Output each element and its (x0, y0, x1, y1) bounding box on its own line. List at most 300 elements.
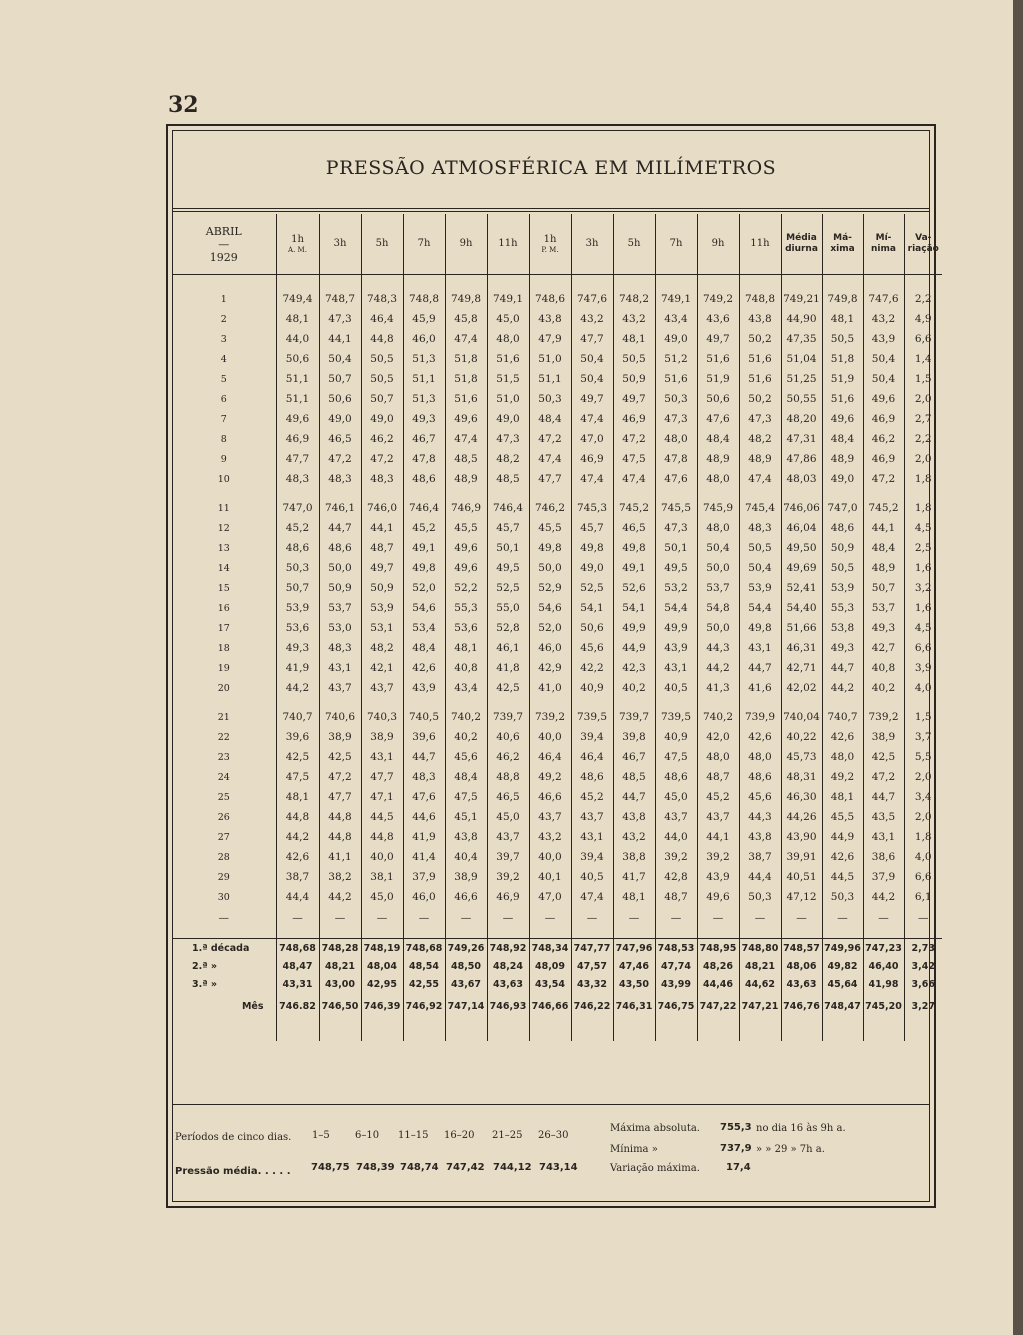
value-cell: 50,0 (529, 558, 571, 578)
value-cell: 3,7 (904, 727, 942, 747)
value-cell: 48,6 (571, 767, 613, 787)
value-cell: 48,1 (822, 309, 863, 329)
value-cell: 45,5 (445, 518, 487, 538)
value-cell: 51,6 (655, 369, 697, 389)
value-cell: 47,4 (571, 409, 613, 429)
value-cell: 1,5 (904, 369, 942, 389)
day-cell: 12 (172, 518, 276, 538)
value-cell: 47,1 (361, 787, 403, 807)
value-cell: 48,1 (822, 787, 863, 807)
value-cell: 47,4 (613, 469, 655, 489)
value-cell: 50,9 (822, 538, 863, 558)
value-cell: 43,2 (613, 827, 655, 847)
value-cell: 45,9 (403, 309, 445, 329)
value-cell: 38,2 (319, 867, 361, 887)
value-cell: 47,7 (319, 787, 361, 807)
col-header-label: 9h (711, 238, 725, 249)
summary-value: 48,21 (319, 957, 361, 975)
value-cell: 40,9 (571, 678, 613, 698)
value-cell: 43,7 (529, 807, 571, 827)
value-cell: 48,3 (276, 469, 319, 489)
value-cell: 47,4 (445, 429, 487, 449)
value-cell: 48,8 (487, 767, 529, 787)
value-cell: 46,4 (529, 747, 571, 767)
value-cell: 47,5 (445, 787, 487, 807)
col-header-9 (655, 214, 697, 275)
value-cell: 42,5 (276, 747, 319, 767)
value-cell: 47,2 (613, 429, 655, 449)
day-cell: 30 (172, 887, 276, 907)
value-cell: 50,4 (863, 349, 904, 369)
value-cell: 52,5 (571, 578, 613, 598)
value-cell: 6,6 (904, 867, 942, 887)
value-cell: 740,04 (781, 707, 822, 727)
value-cell: 739,5 (571, 707, 613, 727)
value-cell: 39,6 (403, 727, 445, 747)
value-cell: 42,5 (487, 678, 529, 698)
value-cell: 47,5 (655, 747, 697, 767)
value-cell: 48,9 (739, 449, 781, 469)
value-cell: 748,7 (319, 289, 361, 309)
value-cell: 49,0 (655, 329, 697, 349)
value-cell: 48,3 (319, 638, 361, 658)
pressure-5: 744,12 (493, 1162, 532, 1173)
value-cell: 49,7 (571, 389, 613, 409)
value-cell: 50,0 (697, 618, 739, 638)
value-cell: 49,0 (571, 558, 613, 578)
value-cell: 54,4 (739, 598, 781, 618)
day-cell: 25 (172, 787, 276, 807)
value-cell: 50,0 (319, 558, 361, 578)
day-cell: 10 (172, 469, 276, 489)
summary-value: 41,98 (863, 975, 904, 993)
value-cell: 45,5 (822, 807, 863, 827)
value-cell: 44,2 (276, 827, 319, 847)
page-number: 32 (168, 92, 199, 118)
col-header-10 (697, 214, 739, 275)
value-cell: 50,55 (781, 389, 822, 409)
value-cell: 53,0 (319, 618, 361, 638)
col-header-label: 3h (585, 238, 599, 249)
value-cell: 50,3 (529, 389, 571, 409)
value-cell: 41,4 (403, 847, 445, 867)
summary-value: 48,24 (487, 957, 529, 975)
value-cell: 51,25 (781, 369, 822, 389)
value-cell: 46,7 (613, 747, 655, 767)
value-cell: 46,0 (529, 638, 571, 658)
value-cell: 47,0 (571, 429, 613, 449)
value-cell: 52,9 (529, 578, 571, 598)
value-cell: 51,9 (822, 369, 863, 389)
table-title: PRESSÃO ATMOSFÉRICA EM MILÍMETROS (325, 157, 777, 179)
value-cell: 4,0 (904, 847, 942, 867)
value-cell: 44,3 (739, 807, 781, 827)
value-cell: 745,4 (739, 498, 781, 518)
value-cell: 40,22 (781, 727, 822, 747)
value-cell: 50,6 (276, 349, 319, 369)
value-cell: 44,5 (822, 867, 863, 887)
value-cell: 43,9 (863, 329, 904, 349)
value-cell: 748,6 (529, 289, 571, 309)
value-cell: 43,1 (739, 638, 781, 658)
value-cell: 38,9 (319, 727, 361, 747)
value-cell: 42,9 (529, 658, 571, 678)
value-cell: 3,9 (904, 658, 942, 678)
day-cell: 24 (172, 767, 276, 787)
value-cell: 38,7 (739, 847, 781, 867)
value-cell: 49,6 (445, 409, 487, 429)
day-cell: 22 (172, 727, 276, 747)
value-cell: 46,9 (863, 449, 904, 469)
value-cell: 48,03 (781, 469, 822, 489)
value-cell: 43,7 (487, 827, 529, 847)
value-cell: 51,6 (739, 349, 781, 369)
value-cell: 42,6 (276, 847, 319, 867)
value-cell: 47,8 (655, 449, 697, 469)
value-cell: 46,9 (613, 409, 655, 429)
value-cell: 51,6 (822, 389, 863, 409)
summary-row (172, 957, 942, 975)
value-cell: 43,8 (529, 309, 571, 329)
value-cell: 749,8 (822, 289, 863, 309)
value-cell: 739,7 (487, 707, 529, 727)
value-cell: 41,7 (613, 867, 655, 887)
value-cell: 44,90 (781, 309, 822, 329)
value-cell: 40,5 (655, 678, 697, 698)
value-cell: 51,6 (697, 349, 739, 369)
value-cell: 49,1 (613, 558, 655, 578)
summary-value: 748,92 (487, 939, 529, 958)
summary-value: 42,55 (403, 975, 445, 993)
value-cell: 740,2 (697, 707, 739, 727)
value-cell: 50,9 (319, 578, 361, 598)
summary-value: 44,62 (739, 975, 781, 993)
value-cell: 43,1 (361, 747, 403, 767)
col-header-sub: P. M. (541, 246, 559, 254)
day-cell: 15 (172, 578, 276, 598)
value-cell: 2,7 (904, 409, 942, 429)
day-cell: 17 (172, 618, 276, 638)
value-cell: 48,4 (445, 767, 487, 787)
table-row (172, 578, 942, 598)
value-cell: 49,8 (739, 618, 781, 638)
value-cell: 48,0 (697, 518, 739, 538)
value-cell: 48,4 (697, 429, 739, 449)
summary-value: 43,63 (487, 975, 529, 993)
table-row (172, 309, 942, 329)
value-cell: 747,0 (276, 498, 319, 518)
col-header-label: Va- (915, 233, 932, 243)
value-cell: 55,3 (445, 598, 487, 618)
value-cell: 47,3 (487, 429, 529, 449)
value-cell: 739,5 (655, 707, 697, 727)
summary-label: 3.ª » (172, 975, 276, 993)
value-cell: 40,2 (863, 678, 904, 698)
summary-value: 48,47 (276, 957, 319, 975)
value-cell: 49,1 (403, 538, 445, 558)
value-cell: 47,4 (445, 329, 487, 349)
value-cell: 49,3 (863, 618, 904, 638)
value-cell: 739,7 (613, 707, 655, 727)
value-cell: 50,5 (613, 349, 655, 369)
table-row (172, 329, 942, 349)
summary-label: Mês (172, 993, 276, 1019)
value-cell: 45,2 (571, 787, 613, 807)
value-cell: 48,0 (655, 429, 697, 449)
value-cell: 40,1 (529, 867, 571, 887)
value-cell: 43,8 (739, 827, 781, 847)
value-cell: 51,6 (487, 349, 529, 369)
value-cell: 47,0 (529, 887, 571, 907)
summary-value: 43,00 (319, 975, 361, 993)
value-cell: 48,3 (319, 469, 361, 489)
table-row (172, 389, 942, 409)
day-cell: 9 (172, 449, 276, 469)
pressure-4: 747,42 (446, 1162, 485, 1173)
value-cell: 749,8 (445, 289, 487, 309)
value-cell: 43,1 (655, 658, 697, 678)
value-cell: 45,6 (445, 747, 487, 767)
value-cell: 50,5 (739, 538, 781, 558)
value-cell: 48,4 (822, 429, 863, 449)
col-header-11 (739, 214, 781, 275)
value-cell: 49,7 (613, 389, 655, 409)
value-cell: 42,5 (319, 747, 361, 767)
summary-value: 48,09 (529, 957, 571, 975)
value-cell: 49,69 (781, 558, 822, 578)
value-cell: 44,9 (822, 827, 863, 847)
value-cell: 49,5 (487, 558, 529, 578)
value-cell: 42,1 (361, 658, 403, 678)
value-cell: 3,4 (904, 787, 942, 807)
table-row (172, 787, 942, 807)
value-cell: 53,7 (863, 598, 904, 618)
value-cell: 2,2 (904, 289, 942, 309)
value-cell: 2,0 (904, 389, 942, 409)
col-header-8 (613, 214, 655, 275)
period-5: 21–25 (492, 1130, 523, 1141)
value-cell: 746,2 (529, 498, 571, 518)
value-cell: 46,9 (487, 887, 529, 907)
summary-value: 43,54 (529, 975, 571, 993)
value-cell: 42,3 (613, 658, 655, 678)
value-cell: 44,9 (613, 638, 655, 658)
day-cell: 23 (172, 747, 276, 767)
value-cell: 43,6 (697, 309, 739, 329)
value-cell: 42,02 (781, 678, 822, 698)
value-cell: 44,8 (319, 807, 361, 827)
value-cell: 44,8 (319, 827, 361, 847)
value-cell: 1,5 (904, 707, 942, 727)
pressure-2: 748,39 (356, 1162, 395, 1173)
value-cell: 42,6 (739, 727, 781, 747)
summary-value: 45,64 (822, 975, 863, 993)
value-cell: 40,5 (571, 867, 613, 887)
value-cell: 4,5 (904, 618, 942, 638)
value-cell: 745,9 (697, 498, 739, 518)
value-cell: 42,7 (863, 638, 904, 658)
dash-cell: — (361, 907, 403, 929)
value-cell: 43,7 (361, 678, 403, 698)
value-cell: 47,9 (529, 329, 571, 349)
value-cell: 49,3 (403, 409, 445, 429)
value-cell: 48,1 (445, 638, 487, 658)
value-cell: 42,71 (781, 658, 822, 678)
summary-value: 746,39 (361, 993, 403, 1019)
value-cell: 48,4 (529, 409, 571, 429)
dash-cell: — (487, 907, 529, 929)
value-cell: 50,4 (319, 349, 361, 369)
value-cell: 1,4 (904, 349, 942, 369)
value-cell: 1,6 (904, 558, 942, 578)
day-cell: 18 (172, 638, 276, 658)
day-cell: 6 (172, 389, 276, 409)
value-cell: 43,7 (571, 807, 613, 827)
summary-value: 746,50 (319, 993, 361, 1019)
pre-summary-gap (172, 929, 942, 939)
value-cell: 47,3 (319, 309, 361, 329)
value-cell: 749,4 (276, 289, 319, 309)
value-cell: 50,6 (571, 618, 613, 638)
value-cell: 739,2 (529, 707, 571, 727)
value-cell: 47,2 (319, 767, 361, 787)
min-note: » » 29 » 7h a. (756, 1144, 825, 1155)
summary-value: 746,66 (529, 993, 571, 1019)
dash-cell: — (529, 907, 571, 929)
summary-value: 746.82 (276, 993, 319, 1019)
value-cell: 46,04 (781, 518, 822, 538)
day-cell: 3 (172, 329, 276, 349)
dash-cell: — (904, 907, 942, 929)
value-cell: 40,6 (487, 727, 529, 747)
day-cell: 2 (172, 309, 276, 329)
day-cell: 19 (172, 658, 276, 678)
value-cell: 47,4 (571, 887, 613, 907)
value-cell: 39,7 (487, 847, 529, 867)
value-cell: 50,4 (571, 369, 613, 389)
table-row (172, 498, 942, 518)
decade-gap (172, 489, 942, 498)
value-cell: 45,2 (697, 787, 739, 807)
value-cell: 44,1 (361, 518, 403, 538)
value-cell: 44,4 (276, 887, 319, 907)
value-cell: 45,5 (529, 518, 571, 538)
value-cell: 39,8 (613, 727, 655, 747)
value-cell: 43,7 (655, 807, 697, 827)
value-cell: 50,3 (822, 887, 863, 907)
value-cell: 44,2 (822, 678, 863, 698)
value-cell: 39,2 (487, 867, 529, 887)
value-cell: 46,0 (403, 887, 445, 907)
value-cell: 6,6 (904, 329, 942, 349)
summary-value: 49,82 (822, 957, 863, 975)
value-cell: 51,66 (781, 618, 822, 638)
value-cell: 45,6 (739, 787, 781, 807)
value-cell: 47,4 (529, 449, 571, 469)
value-cell: 44,3 (697, 638, 739, 658)
value-cell: 54,1 (613, 598, 655, 618)
col-header-6 (529, 214, 571, 275)
summary-value: 748,57 (781, 939, 822, 958)
col-header-label: Má- (833, 233, 852, 243)
summary-value: 46,40 (863, 957, 904, 975)
col-header-label: 5h (627, 238, 641, 249)
col-header-4 (445, 214, 487, 275)
value-cell: 52,5 (487, 578, 529, 598)
value-cell: 2,0 (904, 807, 942, 827)
summary-value: 747,22 (697, 993, 739, 1019)
value-cell: 747,6 (863, 289, 904, 309)
value-cell: 51,8 (445, 349, 487, 369)
value-cell: 46,1 (487, 638, 529, 658)
value-cell: 46,7 (403, 429, 445, 449)
value-cell: 4,5 (904, 518, 942, 538)
value-cell: 47,8 (403, 449, 445, 469)
day-cell: 20 (172, 678, 276, 698)
value-cell: 46,9 (276, 429, 319, 449)
value-cell: 48,0 (697, 469, 739, 489)
value-cell: 50,3 (655, 389, 697, 409)
value-cell: 48,5 (487, 469, 529, 489)
value-cell: 46,0 (403, 329, 445, 349)
value-cell: 45,0 (487, 309, 529, 329)
value-cell: 47,2 (863, 767, 904, 787)
value-cell: 40,0 (529, 727, 571, 747)
value-cell: 55,3 (822, 598, 863, 618)
col-header-label: 11h (750, 238, 770, 249)
value-cell: 45,73 (781, 747, 822, 767)
table-row (172, 449, 942, 469)
col-header-label: 7h (669, 238, 683, 249)
day-cell: 16 (172, 598, 276, 618)
value-cell: 48,2 (361, 638, 403, 658)
table-row (172, 289, 942, 309)
value-cell: 50,2 (739, 389, 781, 409)
dash-cell: — (863, 907, 904, 929)
value-cell: 44,7 (739, 658, 781, 678)
value-cell: 48,0 (697, 747, 739, 767)
value-cell: 38,6 (863, 847, 904, 867)
value-cell: 42,6 (403, 658, 445, 678)
spacer-row (172, 275, 942, 290)
summary-row (172, 939, 942, 958)
value-cell: 53,6 (276, 618, 319, 638)
value-cell: 43,1 (863, 827, 904, 847)
value-cell: 46,6 (445, 887, 487, 907)
summary-value: 43,67 (445, 975, 487, 993)
dash-cell: — (822, 907, 863, 929)
dash-cell: — (655, 907, 697, 929)
summary-value: 748,28 (319, 939, 361, 958)
col-header-2 (361, 214, 403, 275)
value-cell: 46,2 (361, 429, 403, 449)
summary-value: 43,63 (781, 975, 822, 993)
dash-cell: — (781, 907, 822, 929)
pressure-label: Pressão média. . . . . (175, 1166, 291, 1177)
dash-row (172, 907, 942, 929)
value-cell: 3,2 (904, 578, 942, 598)
value-cell: 749,2 (697, 289, 739, 309)
summary-value: 746,76 (781, 993, 822, 1019)
value-cell: 47,5 (613, 449, 655, 469)
value-cell: 55,0 (487, 598, 529, 618)
value-cell: 51,3 (403, 389, 445, 409)
dash-cell: — (276, 907, 319, 929)
value-cell: 50,7 (361, 389, 403, 409)
value-cell: 49,9 (613, 618, 655, 638)
day-cell: 28 (172, 847, 276, 867)
value-cell: 51,5 (487, 369, 529, 389)
